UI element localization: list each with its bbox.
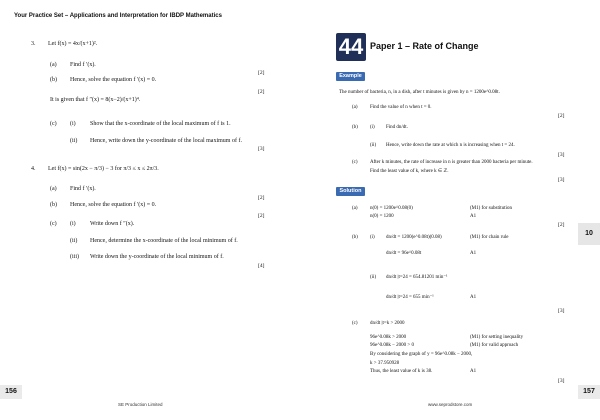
ex-a-marks: [2] [558, 113, 565, 119]
q4ciii-label: (iii) [70, 254, 79, 260]
ex-a-label: (a) [352, 105, 358, 110]
footer-right: www.seprodstore.com [428, 402, 473, 407]
page-number-right: 157 [578, 385, 600, 399]
sol-b-line-4: dn/dt |t=24 = 655 min⁻¹ [386, 295, 434, 300]
chapter-title: Paper 1 – Rate of Change [370, 41, 479, 51]
footer-left: SE Production Limited [118, 402, 163, 407]
question-3-stem: Let f(x) = 4x/(x+1)². [48, 41, 98, 47]
ex-bi-label: (i) [370, 125, 375, 130]
q3ci-text: Show that the x-coordinate of the local maximum of f is 1. [90, 121, 231, 127]
sol-c-label: (c) [352, 321, 358, 326]
sol-b-marks: [3] [558, 308, 565, 314]
q4cii-label: (ii) [70, 238, 78, 244]
sol-a-mark-1: (M1) for substitution [470, 206, 512, 211]
sol-bi-label: (i) [370, 235, 375, 240]
q3b-label: (b) [50, 77, 57, 83]
q4cii-text: Hence, determine the x-coordinate of the local minimum of f. [90, 238, 238, 244]
ex-b-marks: [3] [558, 152, 565, 158]
sol-b-line-1: dn/dt = 1200(e^0.08t)(0.08) [386, 235, 442, 240]
q3c-label: (c) [50, 121, 57, 127]
sol-c-line-3: 96e^0.08k − 2000 > 0 [370, 343, 414, 348]
solution-tag: Solution [336, 187, 365, 196]
sol-b-line-3: dn/dt |t=24 = 654.81201 min⁻¹ [386, 275, 448, 280]
question-4-number: 4. [31, 166, 36, 172]
side-section-tab: 10 [578, 223, 600, 245]
q3a-marks: [2] [258, 70, 265, 76]
q3-given: It is given that f ″(x) = 8(x−2)/(x+1)⁴. [50, 97, 141, 103]
q4c-label: (c) [50, 221, 57, 227]
sol-a-label: (a) [352, 206, 358, 211]
q4a-marks: [2] [258, 195, 265, 201]
q4ci-text: Write down f ″(x). [90, 221, 135, 227]
chapter-number-box: 44 [336, 33, 366, 61]
ex-c-marks: [3] [558, 177, 565, 183]
sol-b-line-2: dn/dt = 96e^0.08t [386, 251, 422, 256]
page-header: Your Practice Set – Applications and Interpretation for IBDP Mathematics [14, 13, 222, 19]
sol-c-mark-3: (M1) for valid approach [470, 343, 519, 348]
page-number-left: 156 [0, 385, 22, 399]
q4a-label: (a) [50, 186, 57, 192]
q4b-label: (b) [50, 202, 57, 208]
q3b-text: Hence, solve the equation f ′(x) = 0. [70, 77, 157, 83]
q4c-marks: [4] [258, 263, 265, 269]
ex-c-text-1: After k minutes, the rate of increase in n is greater than 2000 bacteria per minute. [370, 160, 533, 165]
q3cii-text: Hence, write down the y-coordinate of the local maximum of f. [90, 138, 242, 144]
sol-c-line-6: Thus, the least value of k is 38. [370, 369, 433, 374]
sol-b-mark-2: A1 [470, 251, 477, 256]
sol-c-line-2: 96e^0.08k > 2000 [370, 335, 407, 340]
sol-c-line-4: By considering the graph of y = 96e^0.08k − 2000, [370, 352, 473, 357]
sol-a-line-1: n(0) = 1200e^0.08(0) [370, 206, 413, 211]
sol-bii-label: (ii) [370, 275, 377, 280]
q4b-marks: [2] [258, 213, 265, 219]
q3a-label: (a) [50, 62, 57, 68]
sol-a-line-2: n(0) = 1200 [370, 214, 394, 219]
ex-bii-label: (ii) [370, 143, 377, 148]
sol-a-marks: [2] [558, 222, 565, 228]
q4b-text: Hence, solve the equation f ′(x) = 0. [70, 202, 157, 208]
ex-a-text: Find the value of n when t = 0. [370, 105, 432, 110]
sol-c-line-1: dn/dt |t=k > 2000 [370, 321, 405, 326]
ex-c-text-2: Find the least value of k, where k ∈ ℤ. [370, 169, 449, 174]
question-4-stem: Let f(x) = sin(2x − π/3) − 3 for π/3 ≤ x ≤ 2π/3. [48, 166, 159, 172]
sol-a-mark-2: A1 [470, 214, 477, 219]
question-3-number: 3. [31, 41, 36, 47]
sol-b-mark-4: A1 [470, 295, 477, 300]
example-tag: Example [336, 72, 365, 81]
ex-b-label: (b) [352, 125, 358, 130]
q3c-marks: [3] [258, 146, 265, 152]
q3ci-label: (i) [70, 121, 76, 127]
sol-c-mark-6: A1 [470, 369, 477, 374]
sol-c-mark-2: (M1) for setting inequality [470, 335, 524, 340]
sol-b-mark-1: (M1) for chain rule [470, 235, 509, 240]
q4a-text: Find f ′(x). [70, 186, 96, 192]
q3b-marks: [2] [258, 89, 265, 95]
sol-c-line-5: k > 37.950928 [370, 361, 400, 366]
q3cii-label: (ii) [70, 138, 78, 144]
q3a-text: Find f ′(x). [70, 62, 96, 68]
q4ci-label: (i) [70, 221, 76, 227]
sol-c-marks: [3] [558, 378, 565, 384]
ex-c-label: (c) [352, 160, 358, 165]
sol-b-label: (b) [352, 235, 358, 240]
q4ciii-text: Write down the y-coordinate of the local minimum of f. [90, 254, 224, 260]
example-intro: The number of bacteria, n, in a dish, after t minutes is given by n = 1200e^0.08t. [339, 90, 500, 95]
ex-bi-text: Find dn/dt. [386, 125, 408, 130]
ex-bii-text: Hence, write down the rate at which n is increasing when t = 24. [386, 143, 515, 148]
